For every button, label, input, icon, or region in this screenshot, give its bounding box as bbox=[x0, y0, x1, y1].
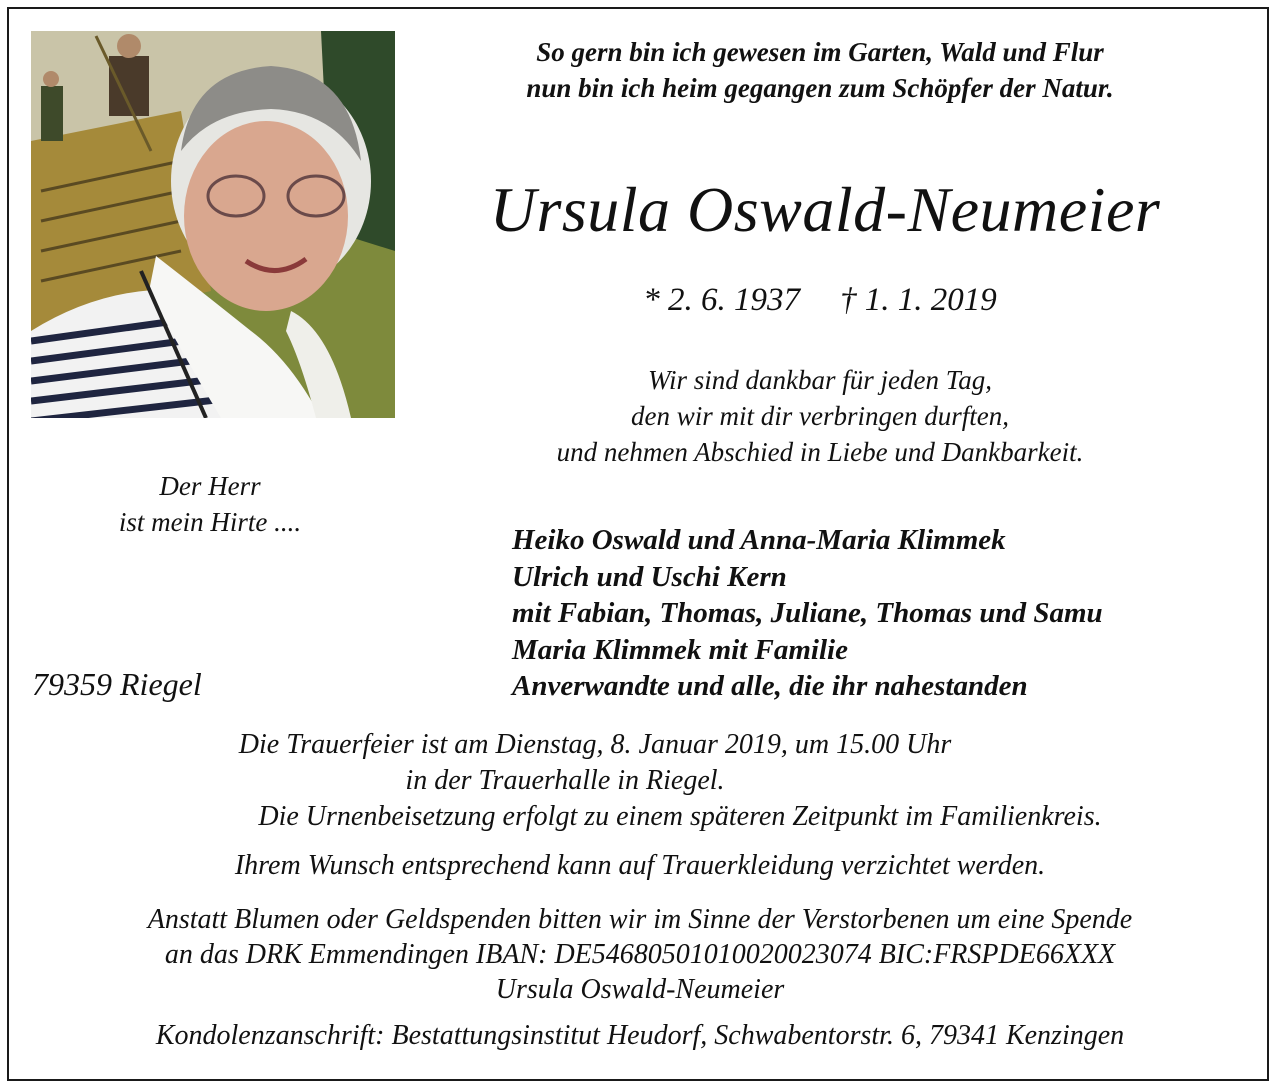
mourner-entry: Maria Klimmek mit Familie bbox=[512, 633, 848, 666]
mourner-entry: Ulrich und Uschi Kern bbox=[512, 560, 787, 593]
thanks-text bbox=[430, 362, 1210, 470]
mourner-entry: Heiko Oswald und Anna-Maria Klimmek bbox=[512, 524, 1006, 556]
death-date: † 1. 1. 2019 bbox=[840, 282, 997, 318]
donation-line: Anstatt Blumen oder Geldspenden bitten wir im Sinne der Verstorbenen um eine Spende bbox=[147, 904, 1133, 935]
dress-note: Ihrem Wunsch entsprechend kann auf Trauerkleidung verzichtet werden. bbox=[234, 850, 1046, 881]
motto-verse bbox=[420, 34, 1220, 106]
ceremony-info bbox=[40, 727, 1240, 835]
motto-line: nun bin ich heim gegangen zum Schöpfer der Natur. bbox=[526, 73, 1114, 103]
donation-line: an das DRK Emmendingen IBAN: DE54680501010020023074 BIC:FRSPDE66XXX bbox=[164, 939, 1116, 970]
deceased-name: Ursula Oswald-Neumeier bbox=[489, 174, 1161, 245]
ceremony-line: in der Trauerhalle in Riegel. bbox=[405, 765, 725, 796]
ceremony-line: Die Trauerfeier ist am Dienstag, 8. Januar 2019, um 15.00 Uhr bbox=[238, 729, 952, 760]
mourners-list bbox=[512, 522, 1252, 705]
donation-request bbox=[40, 902, 1240, 1007]
birth-date: * 2. 6. 1937 bbox=[643, 282, 800, 318]
mourner-entry: Anverwandte und alle, die ihr nahestanden bbox=[512, 670, 1028, 702]
thanks-line: Wir sind dankbar für jeden Tag, bbox=[647, 365, 993, 395]
portrait-photo bbox=[31, 31, 395, 418]
psalm-quote bbox=[60, 468, 360, 540]
psalm-line: Der Herr bbox=[159, 471, 261, 501]
place-of-residence: 79359 Riegel bbox=[32, 666, 202, 702]
psalm-line: ist mein Hirte .... bbox=[118, 507, 302, 537]
motto-line: So gern bin ich gewesen im Garten, Wald und Flur bbox=[536, 37, 1104, 67]
ceremony-line: Die Urnenbeisetzung erfolgt zu einem späteren Zeitpunkt im Familienkreis. bbox=[258, 801, 1102, 832]
thanks-line: den wir mit dir verbringen durften, bbox=[631, 401, 1009, 431]
condolence-address: Kondolenzanschrift: Bestattungsinstitut Heudorf, Schwabentorstr. 6, 79341 Kenzingen bbox=[155, 1020, 1125, 1051]
donation-line: Ursula Oswald-Neumeier bbox=[495, 974, 785, 1005]
mourner-entry: mit Fabian, Thomas, Juliane, Thomas und Samu bbox=[512, 597, 1103, 629]
thanks-line: und nehmen Abschied in Liebe und Dankbarkeit. bbox=[556, 437, 1084, 467]
life-dates bbox=[420, 280, 1220, 320]
